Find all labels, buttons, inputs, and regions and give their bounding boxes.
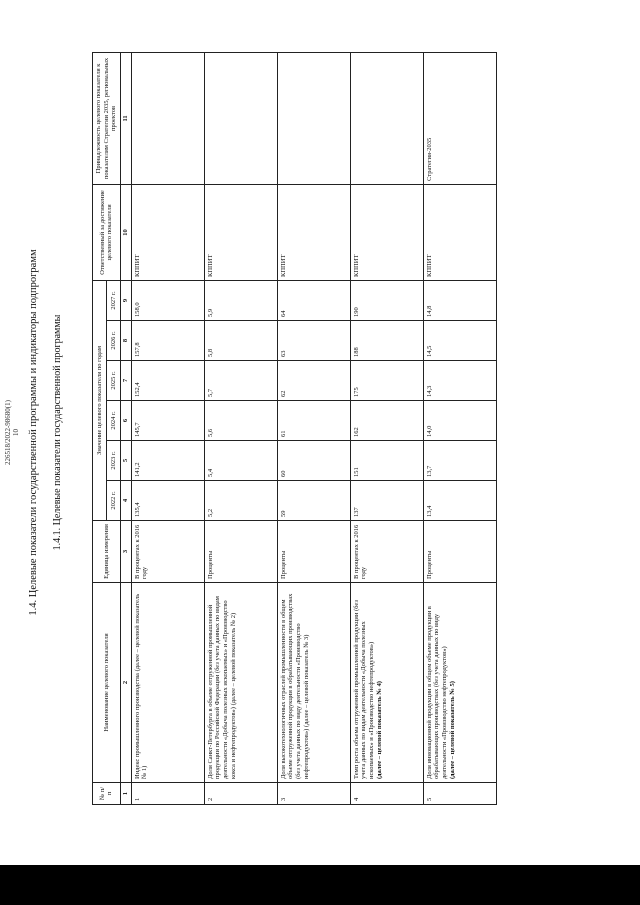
unit-cell: В процентах к 2016 году: [350, 521, 423, 583]
row-number-cell: 4: [350, 783, 423, 805]
header-year: 2023 г.: [106, 441, 120, 481]
responsible-cell: КППИТ: [423, 184, 496, 280]
column-number-cell: 8: [120, 321, 131, 361]
column-number-cell: 9: [120, 280, 131, 320]
value-cell: 60: [277, 441, 350, 481]
header-year: 2025 г.: [106, 361, 120, 401]
indicator-name-cell: [204, 583, 277, 783]
header-year: 2026 г.: [106, 321, 120, 361]
value-cell: 61: [277, 401, 350, 441]
value-cell: 151: [350, 441, 423, 481]
indicator-name-suffix: (далее – целевой показатель № 5): [448, 681, 456, 779]
responsible-cell: КППИТ: [350, 184, 423, 280]
responsible-cell: КППИТ: [277, 184, 350, 280]
column-number-cell: 10: [120, 184, 131, 280]
indicator-name-text: Доля Санкт-Петербурга в объеме отгруженной промышленной продукции по Российской Федерации (без учета данных по видам деятельности «Добыча полезных ископаемых» и «Производство кокса и нефтепродуктов») (далее – целевой показатель № 2): [206, 596, 237, 779]
indicator-name-suffix: (далее – целевой показатель № 4): [375, 681, 383, 779]
affiliation-cell: Стратегия-2035: [423, 52, 496, 184]
value-cell: 59: [277, 481, 350, 521]
value-cell: 14,3: [423, 361, 496, 401]
value-cell: 188: [350, 321, 423, 361]
row-number-cell: 3: [277, 783, 350, 805]
affiliation-cell: [131, 52, 204, 184]
header-responsible: Ответственный за достижение целевого показателя: [93, 184, 121, 280]
header-unit: Единица измерения: [93, 521, 121, 583]
indicator-name-cell: [131, 583, 204, 783]
table-row: [423, 52, 496, 804]
header-no: № п/п: [93, 783, 121, 805]
column-number-cell: 11: [120, 52, 131, 184]
column-number-cell: 5: [120, 441, 131, 481]
table-row: [277, 52, 350, 804]
row-number-cell: 5: [423, 783, 496, 805]
indicator-name-text: Доля высокотехнологичных отраслей промышленности в общем объеме отгруженной продукции в обрабатывающих производствах (без учета данных по виду деятельности «Производство нефтепродуктов») (далее – целевой показатель № 3): [279, 593, 310, 779]
section-title: 1.4. Целевые показатели государственной программы и индикаторы подпрограмм: [28, 249, 39, 616]
affiliation-cell: [204, 52, 277, 184]
header-year: 2027 г.: [106, 280, 120, 320]
value-cell: 190: [350, 280, 423, 320]
value-cell: 157,8: [131, 321, 204, 361]
value-cell: 13,7: [423, 441, 496, 481]
value-cell: 141,2: [131, 441, 204, 481]
unit-cell: Проценты: [423, 521, 496, 583]
row-number-cell: 2: [204, 783, 277, 805]
value-cell: 162: [350, 401, 423, 441]
affiliation-cell: [350, 52, 423, 184]
value-cell: 175: [350, 361, 423, 401]
document-header: [4, 0, 20, 865]
target-indicators-table: [92, 52, 497, 805]
unit-cell: В процентах к 2016 году: [131, 521, 204, 583]
subsection-title: 1.4.1. Целевые показатели государственной программы: [52, 314, 63, 551]
header-values-group: Значение целевого показателя по годам: [93, 280, 107, 520]
indicator-name-text: Доля инновационной продукции в общем объеме продукции в обрабатывающих производствах (без учета данных по виду деятельности «Производство нефтепродуктов»): [425, 606, 448, 779]
responsible-cell: КППИТ: [131, 184, 204, 280]
header-year: 2022 г.: [106, 481, 120, 521]
responsible-cell: КППИТ: [204, 184, 277, 280]
value-cell: 5,7: [204, 361, 277, 401]
affiliation-cell: [277, 52, 350, 184]
document-id: 226518/2022-98680(1): [4, 400, 12, 465]
value-cell: 5,4: [204, 441, 277, 481]
value-cell: 5,8: [204, 321, 277, 361]
column-number-cell: 2: [120, 583, 131, 783]
value-cell: 14,8: [423, 280, 496, 320]
column-number-cell: 6: [120, 401, 131, 441]
header-year: 2024 г.: [106, 401, 120, 441]
value-cell: 145,7: [131, 401, 204, 441]
indicator-name-text: Темп роста объема отгруженной промышленной продукции (без учета данных по видам деятельности «Добыча полезных ископаемых» и «Производство нефтепродуктов»): [352, 600, 375, 779]
value-cell: 158,0: [131, 280, 204, 320]
value-cell: 14,5: [423, 321, 496, 361]
column-number-cell: 3: [120, 521, 131, 583]
value-cell: 5,2: [204, 481, 277, 521]
unit-cell: Проценты: [277, 521, 350, 583]
column-number-cell: 4: [120, 481, 131, 521]
column-number-cell: 7: [120, 361, 131, 401]
value-cell: 63: [277, 321, 350, 361]
page-number: 10: [12, 429, 20, 436]
header-affiliation: Принадлежность целевого показателя к показателям Стратегии 2035, региональных проектов: [93, 52, 121, 184]
column-number-cell: 1: [120, 783, 131, 805]
table-row: [350, 52, 423, 804]
value-cell: 14,0: [423, 401, 496, 441]
value-cell: 152,4: [131, 361, 204, 401]
table-row: [131, 52, 204, 804]
column-number-row: [120, 52, 131, 804]
value-cell: 62: [277, 361, 350, 401]
indicator-name-cell: [423, 583, 496, 783]
value-cell: 5,9: [204, 280, 277, 320]
bottom-black-bar: [0, 865, 640, 905]
header-name: Наименование целевого показателя: [93, 583, 121, 783]
indicator-name-cell: [350, 583, 423, 783]
value-cell: 135,4: [131, 481, 204, 521]
value-cell: 5,6: [204, 401, 277, 441]
indicator-name-cell: [277, 583, 350, 783]
table-row: [204, 52, 277, 804]
row-number-cell: 1: [131, 783, 204, 805]
unit-cell: Проценты: [204, 521, 277, 583]
value-cell: 13,4: [423, 481, 496, 521]
indicator-name-text: Индекс промышленного производства (далее – целевой показатель № 1): [133, 593, 149, 779]
value-cell: 137: [350, 481, 423, 521]
value-cell: 64: [277, 280, 350, 320]
